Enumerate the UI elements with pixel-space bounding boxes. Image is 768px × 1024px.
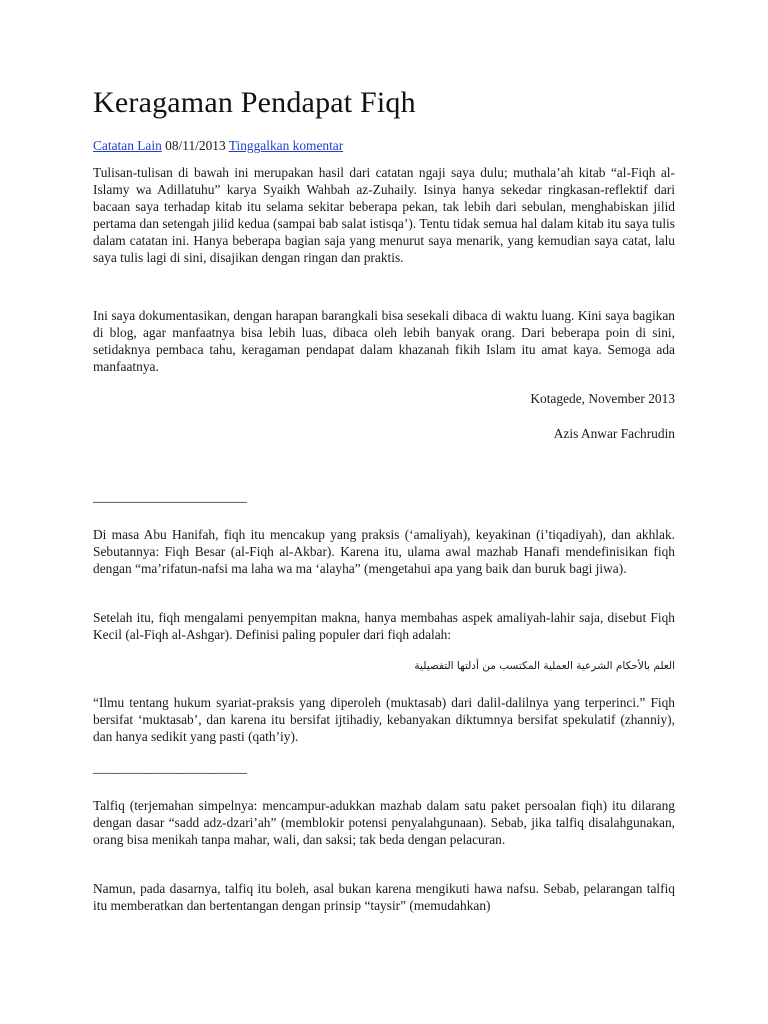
comment-link[interactable]: Tinggalkan komentar: [228, 138, 344, 153]
author-name: Azis Anwar Fachrudin: [553, 426, 675, 441]
paragraph-text: Setelah itu, fiqh mengalami penyempitan makna, hanya membahas aspek amaliyah-lahir saja, disebut Fiqh Kecil (al-Fiqh al-Ashgar). Definisi paling populer dari fiqh adalah:: [93, 610, 675, 642]
paragraph-text: Ini saya dokumentasikan, dengan harapan barangkali bisa sesekali dibaca di waktu luang. Kini saya bagikan di blog, agar manfaatnya bisa lebih luas, dibaca oleh lebih banyak orang. Dari beberapa poin di sini, setidaknya pembaca tahu, keragaman pendapat dalam khazanah fikih Islam itu amat kaya. Semoga ada manfaatnya.: [93, 308, 675, 374]
page-title: Keragaman Pendapat Fiqh: [93, 86, 416, 119]
section-divider: ________________________: [93, 760, 247, 775]
section1-paragraph-2: [93, 609, 675, 643]
section2-paragraph-2: [93, 880, 675, 914]
section2-paragraph-1: [93, 797, 675, 848]
place-date: Kotagede, November 2013: [530, 391, 675, 406]
arabic-definition: العلم بالأحكام الشرعية العملية المكتسب من أدلتها التفصيلية: [414, 660, 675, 672]
post-meta: [93, 138, 343, 154]
post-date: 08/11/2013: [165, 138, 226, 153]
intro-paragraph-1: [93, 164, 675, 266]
paragraph-text: Tulisan-tulisan di bawah ini merupakan hasil dari catatan ngaji saya dulu; muthala’ah kitab “al-Fiqh al-Islamy wa Adillatuhu” karya Syaikh Wahbah az-Zuhaily. Isinya hanya sekedar ringkasan-reflektif dari bacaan saya terhadap kitab itu selama sekitar beberapa pekan, tak lebih dari sebulan, menghabiskan jilid pertama dan setengah jilid kedua (sampai bab salat istisqa’). Tentu tidak semua hal dalam kitab itu saya tulis dalam catatan ini. Hanya beberapa bagian saja yang menurut saya menarik, yang kemudian saya catat, lalu saya tulis lagi di sini, disajikan dengan ringan dan praktis.: [93, 165, 675, 265]
paragraph-text: Di masa Abu Hanifah, fiqh itu mencakup yang praksis (‘amaliyah), keyakinan (i’tiqadiyah), dan akhlak. Sebutannya: Fiqh Besar (al-Fiqh al-Akbar). Karena itu, ulama awal mazhab Hanafi mendefinisikan fiqh dengan “ma’rifatun-nafsi ma laha wa ma ‘alayha” (mengetahui apa yang baik dan buruk bagi jiwa).: [93, 527, 675, 576]
section1-paragraph-3: [93, 694, 675, 745]
section-divider: ________________________: [93, 489, 247, 504]
paragraph-text: “Ilmu tentang hukum syariat-praksis yang diperoleh (muktasab) dari dalil-dalilnya yang terperinci.” Fiqh bersifat ‘muktasab’, dan karena itu bersifat ijtihadiy, kebanyakan diktumnya bersifat spekulatif (zhanniy), dan hanya sedikit yang pasti (qath’iy).: [93, 695, 675, 744]
paragraph-text: Namun, pada dasarnya, talfiq itu boleh, asal bukan karena mengikuti hawa nafsu. Sebab, pelarangan talfiq itu memberatkan dan bertentangan dengan prinsip “taysir” (memudahkan): [93, 881, 675, 913]
paragraph-text: Talfiq (terjemahan simpelnya: mencampur-adukkan mazhab dalam satu paket persoalan fiqh) itu dilarang dengan dasar “sadd adz-dzari’ah” (memblokir potensi penyalahgunaan). Sebab, jika talfiq disalahgunakan, orang bisa menikah tanpa mahar, wali, dan saksi; tak beda dengan pelacuran.: [93, 798, 675, 847]
section1-paragraph-1: [93, 526, 675, 577]
category-link[interactable]: Catatan Lain: [93, 138, 162, 153]
intro-paragraph-2: [93, 307, 675, 375]
